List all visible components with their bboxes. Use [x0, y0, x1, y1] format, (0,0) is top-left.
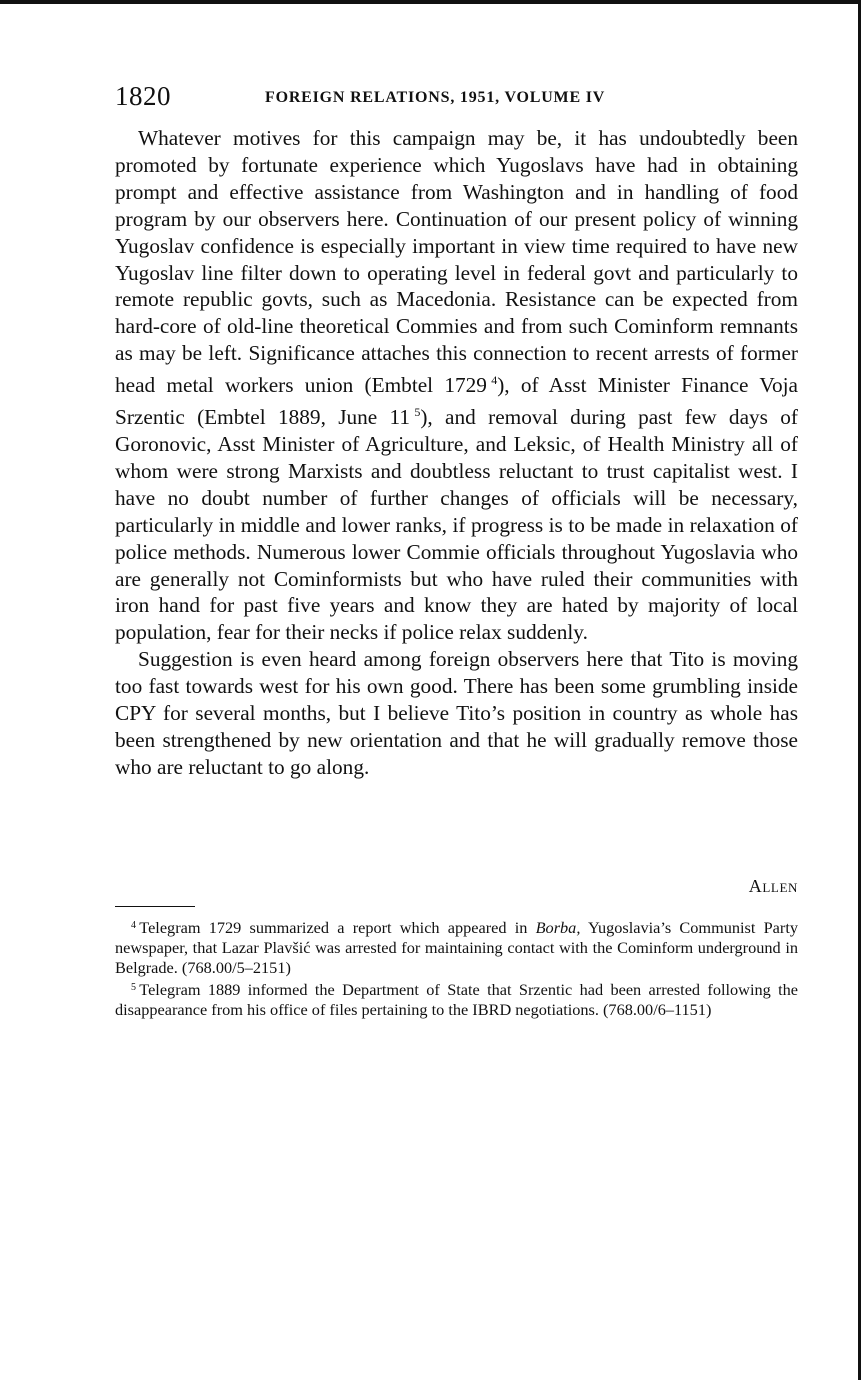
footnote-4-text-b: Yugoslavia’s Communist Party newspaper, that Lazar Plavšić was arrested for maintaining contact with the Cominform underground in Belgrade. (768.00/5–2151) [115, 918, 798, 977]
footnote-separator [115, 906, 195, 907]
footnote-4 [115, 916, 798, 978]
footnote-5 [115, 978, 798, 1020]
body-paragraph-1 [115, 125, 798, 646]
document-body [115, 125, 798, 781]
footnote-number-5: 5 [131, 982, 136, 993]
page-top-border [0, 0, 861, 4]
footnote-number-4: 4 [131, 920, 136, 931]
footnote-4-text-a: Telegram 1729 summarized a report which appeared in [139, 918, 536, 937]
page-number: 1820 [115, 81, 171, 111]
footnotes [115, 916, 798, 1020]
running-title: FOREIGN RELATIONS, 1951, VOLUME IV [265, 89, 606, 106]
paragraph-1-text-b: ), of Asst Minister Finance Voja Srzentic (Embtel 1889, June 11 [115, 373, 798, 430]
footnote-ref-5: 5 [414, 405, 421, 420]
body-paragraph-2: Suggestion is even heard among foreign observers here that Tito is moving too fast towards west for his own good. There has been some grumbling inside CPY for several months, but I believe Tito’s position in country as whole has been strengthened by new orientation and that he will gradually remove those who are reluctant to go along. [115, 647, 798, 779]
footnote-4-italic: Borba, [535, 918, 581, 937]
paragraph-1-text-c: ), and removal during past few days of Goronovic, Asst Minister of Agriculture, and Leksic, of Health Ministry all of whom were strong Marxists and doubtless reluctant to trust capitalist west. I have no doubt number of further changes of officials will be necessary, particularly in middle and lower ranks, if progress is to be made in relaxation of police methods. Numerous lower Commie officials throughout Yugoslavia who are generally not Cominformists but who have ruled their communities with iron hand for past five years and know they are hated by majority of local population, fear for their necks if police relax suddenly. [115, 405, 799, 645]
signature: Allen [748, 876, 798, 896]
paragraph-1-text-a: Whatever motives for this campaign may be, it has undoubtedly been promoted by fortunate experience which Yugoslavs have had in obtaining prompt and effective assistance from Washington and in handling of food program by our observers here. Continuation of our present policy of winning Yugoslav confidence is especially important in view time required to have new Yugoslav line filter down to operating level in federal govt and particularly to remote republic govts, such as Macedonia. Resistance can be expected from hard-core of old-line theoretical Commies and from such Cominform remnants as may be left. Significance attaches this connection to recent arrests of former head metal workers union (Embtel 1729 [115, 126, 798, 398]
footnote-ref-4: 4 [491, 373, 498, 388]
footnote-5-text: Telegram 1889 informed the Department of State that Srzentic had been arrested following the disappearance from his office of files pertaining to the IBRD negotiations. (768.00/6–1151) [115, 980, 798, 1019]
